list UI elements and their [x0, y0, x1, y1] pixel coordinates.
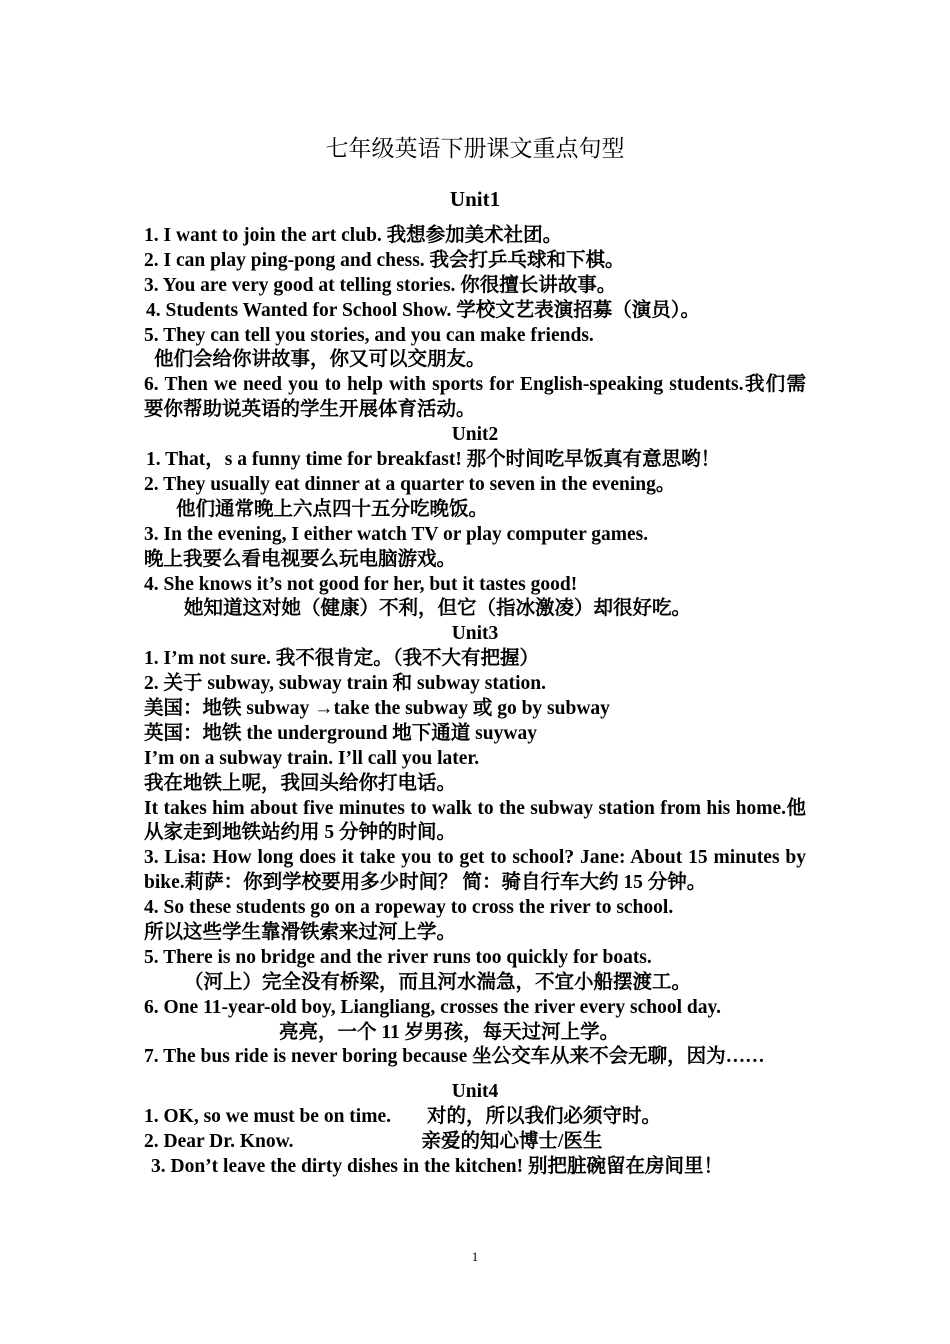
unit4-sentence-2-english: 2. Dear Dr. Know.: [144, 1131, 294, 1153]
unit2-sentence-3-translation: 晚上我要么看电视要么玩电脑游戏。: [144, 548, 457, 570]
unit1-sentence-1: 1. I want to join the art club. 我想参加美术社团。: [144, 225, 563, 246]
unit3-sentence-4-translation: 所以这些学生靠滑铁索来过河上学。: [144, 922, 457, 944]
unit3-sentence-2-takes: It takes him about five minutes to walk to the subway station from his home.他从家走到地铁站约用 5 分钟的时间。: [144, 797, 806, 844]
unit4-sentence-3: 3. Don’t leave the dirty dishes in the kitchen! 别把脏碗留在房间里！: [151, 1156, 723, 1178]
unit3-sentence-2-uk: 英国：地铁 the underground 地下通道 suyway: [144, 722, 537, 744]
unit1-sentence-2: 2. I can play ping-pong and chess. 我会打乒乓球和下棋。: [144, 249, 625, 271]
unit4-sentence-1: [144, 1105, 806, 1130]
unit3-sentence-2-example: I’m on a subway train. I’ll call you later.: [144, 747, 480, 769]
unit4-heading: Unit4: [451, 1081, 499, 1103]
unit1-sentence-5: 5. They can tell you stories, and you can make friends.: [144, 324, 594, 346]
unit1-sentence-5-translation: 他们会给你讲故事，你又可以交朋友。: [154, 349, 486, 371]
unit3-sentence-4: 4. So these students go on a ropeway to cross the river to school.: [144, 897, 674, 919]
unit2-sentence-4: 4. She knows it’s not good for her, but it tastes good!: [144, 573, 578, 595]
unit3-sentence-2-us: 美国：地铁 subway →take the subway 或 go by subway: [144, 697, 610, 719]
unit3-sentence-6: 6. One 11-year-old boy, Liangliang, crosses the river every school day.: [144, 996, 722, 1018]
section-spacer: [144, 1070, 806, 1080]
unit3-sentence-5-translation: （河上）完全没有桥梁，而且河水湍急，不宜小船摆渡工。: [184, 971, 692, 993]
unit2-sentence-3: 3. In the evening, I either watch TV or play computer games.: [144, 523, 649, 545]
unit4-sentence-1-english: 1. OK, so we must be on time.: [144, 1106, 391, 1128]
unit3-sentence-6-translation: 亮亮，一个 11 岁男孩，每天过河上学。: [279, 1021, 620, 1043]
unit3-sentence-7: 7. The bus ride is never boring because 坐公交车从来不会无聊，因为……: [144, 1046, 765, 1068]
unit4-sentence-1-translation: 对的，所以我们必须守时。: [427, 1106, 662, 1128]
unit2-sentence-2: 2. They usually eat dinner at a quarter to seven in the evening。: [144, 473, 676, 495]
unit2-heading: Unit2: [451, 424, 499, 446]
unit3-sentence-1: 1. I’m not sure. 我不很肯定。（我不大有把握）: [144, 648, 540, 670]
unit1-heading: Unit1: [449, 187, 501, 211]
unit3-heading: Unit3: [451, 623, 499, 645]
document-body: [144, 224, 806, 1180]
unit1-sentence-4: 4. Students Wanted for School Show. 学校文艺表演招募（演员）。: [146, 299, 701, 321]
unit3-sentence-3: 3. Lisa: How long does it take you to get to school? Jane: About 15 minutes by bike.莉萨：你到学校要用多少时间？ 简：骑自行车大约 15 分钟。: [144, 847, 806, 894]
unit2-sentence-2-translation: 他们通常晚上六点四十五分吃晚饭。: [176, 498, 489, 520]
page-number: 1: [471, 1249, 479, 1264]
unit3-sentence-2-example-translation: 我在地铁上呢，我回头给你打电话。: [144, 772, 457, 794]
unit4-sentence-2-translation: 亲爱的知心博士/医生: [421, 1131, 603, 1153]
unit2-sentence-4-translation: 她知道这对她（健康）不利，但它（指冰激凌）却很好吃。: [184, 598, 692, 620]
unit4-sentence-2: [144, 1130, 806, 1155]
unit1-sentence-6: 6. Then we need you to help with sports for English-speaking students.我们需要你帮助说英语的学生开展体育活动。: [144, 374, 806, 421]
unit3-sentence-2: 2. 关于 subway, subway train 和 subway station.: [144, 673, 547, 695]
unit3-sentence-5: 5. There is no bridge and the river runs too quickly for boats.: [144, 946, 652, 968]
unit2-sentence-1: 1. That，s a funny time for breakfast! 那个时间吃早饭真有意思哟！: [146, 449, 721, 471]
document-title: 七年级英语下册课文重点句型: [325, 136, 625, 161]
unit1-sentence-3: 3. You are very good at telling stories. 你很擅长讲故事。: [144, 274, 617, 296]
